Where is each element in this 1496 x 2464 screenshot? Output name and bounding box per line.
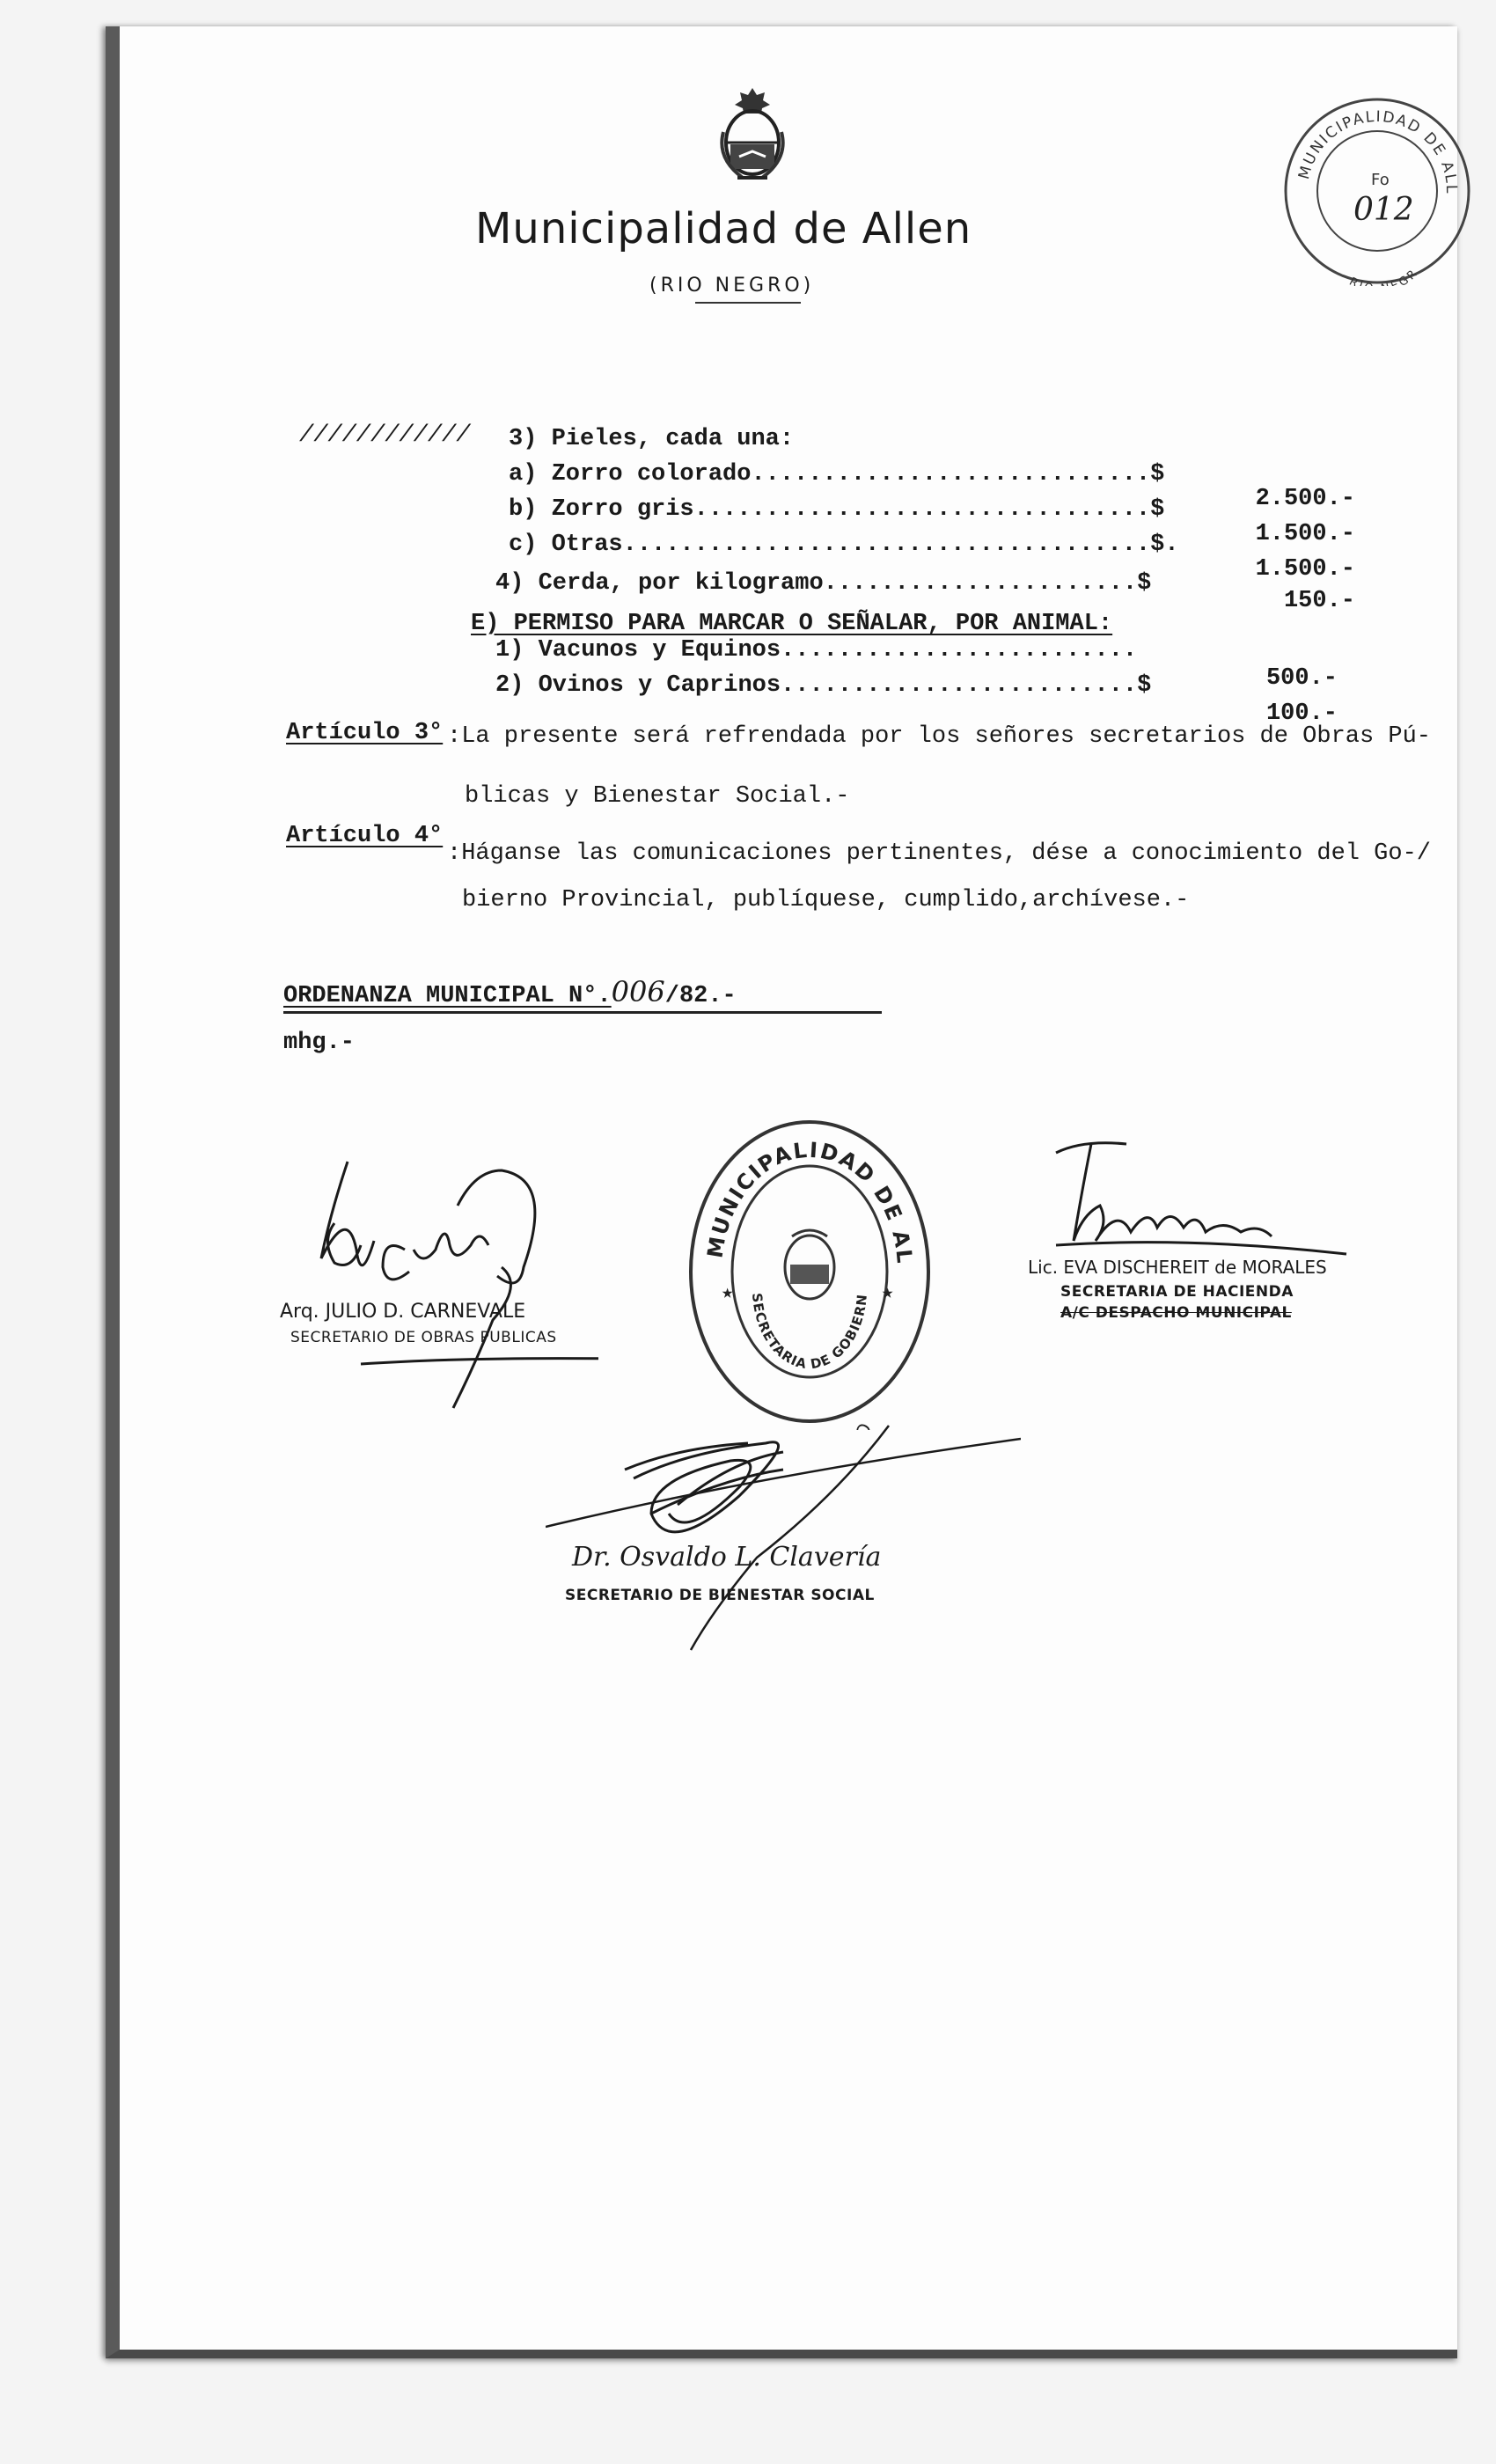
tariff-line: c) Otras.....................................$. bbox=[509, 532, 1179, 558]
tariff-line: b) Zorro gris................................$ bbox=[509, 496, 1165, 523]
tariff-amount: 500.- bbox=[1265, 665, 1338, 692]
tariff-amount: 2.500.- bbox=[1255, 486, 1355, 512]
tariff-amount: 150.- bbox=[1283, 588, 1355, 614]
article-text: :Háganse las comunicaciones pertinentes, dése a conocimiento del Go-/ bbox=[447, 840, 1431, 867]
ordinance-rule bbox=[283, 1011, 882, 1014]
folio-ring-text: MUNICIPALIDAD DE ALL bbox=[1295, 107, 1461, 195]
official-seal bbox=[686, 1113, 933, 1430]
ordinance-label: ORDENANZA MUNICIPAL N°. bbox=[283, 983, 612, 1009]
signatory-role: SECRETARIO DE BIENESTAR SOCIAL bbox=[565, 1587, 875, 1604]
signatory-name: Dr. Osvaldo L. Clavería bbox=[572, 1542, 882, 1573]
tariff-line: a) Zorro colorado............................$ bbox=[509, 461, 1165, 488]
article-text: :La presente será refrendada por los señores secretarios de Obras Pú- bbox=[447, 723, 1431, 750]
article-text: blicas y Bienestar Social.- bbox=[465, 783, 850, 810]
folio-label: Fo bbox=[1371, 171, 1390, 189]
seal-region: O bbox=[850, 1414, 879, 1430]
ordinance-year: /82.- bbox=[664, 983, 737, 1009]
coat-of-arms-emblem bbox=[713, 79, 792, 189]
tariff-amount: 100.- bbox=[1265, 700, 1338, 727]
star-icon: ★ bbox=[882, 1282, 894, 1304]
section-heading: E) PERMISO PARA MARCAR O SEÑALAR, POR ANIMAL: bbox=[471, 611, 1113, 637]
tariff-line: 1) Vacunos y Equinos......................... bbox=[495, 637, 1138, 664]
article-label: Artículo 3° bbox=[286, 720, 444, 746]
signature-claveria-graphic bbox=[546, 1408, 1021, 1654]
signatory-role: SECRETARIO DE OBRAS PUBLICAS bbox=[290, 1329, 557, 1346]
fill-marks: //////////// bbox=[299, 422, 471, 449]
province-subtitle: (RIO NEGRO) bbox=[649, 275, 815, 297]
star-icon: ★ bbox=[722, 1282, 734, 1304]
municipality-title: Municipalidad de Allen bbox=[475, 204, 972, 253]
svg-text:MUNICIPALIDAD DE ALLEN bbox=[686, 1113, 917, 1265]
folio-region: R EGR bbox=[1346, 266, 1422, 286]
seal-inner-text: SECRETARIA DE GOBIERN bbox=[748, 1292, 871, 1373]
signatory-name: Lic. EVA DISCHEREIT de MORALES bbox=[1028, 1257, 1327, 1278]
folio-stamp-graphic bbox=[1283, 97, 1472, 286]
signatory-role: A/C DESPACHO MUNICIPAL bbox=[1060, 1304, 1292, 1322]
tariff-line: 2) Ovinos y Caprinos.........................$ bbox=[495, 672, 1152, 699]
tariff-amount: 1.500.- bbox=[1255, 556, 1355, 583]
official-seal-graphic bbox=[686, 1113, 933, 1430]
typist-initials: mhg.- bbox=[283, 1030, 356, 1056]
ordinance-number: 006 bbox=[611, 975, 665, 1008]
article-text: bierno Provincial, publíquese, cumplido,archívese.- bbox=[462, 887, 1190, 913]
tariff-line: 3) Pieles, cada una: bbox=[509, 426, 795, 452]
seal-outer-text: MUNICIPALIDAD DE AL bbox=[702, 1137, 917, 1266]
tariff-amount: 1.500.- bbox=[1255, 521, 1355, 547]
signatory-role: SECRETARIA DE HACIENDA bbox=[1060, 1283, 1294, 1301]
folio-stamp bbox=[1283, 97, 1472, 286]
signatory-name: Arq. JULIO D. CARNEVALE bbox=[280, 1301, 526, 1323]
ordinance-line bbox=[283, 975, 882, 1014]
signature-morales-graphic bbox=[1038, 1126, 1355, 1276]
tariff-line: 4) Cerda, por kilogramo......................$ bbox=[495, 570, 1152, 597]
article-label: Artículo 4° bbox=[286, 823, 444, 849]
folio-number: 012 bbox=[1353, 192, 1414, 228]
subtitle-rule bbox=[695, 302, 801, 304]
signature-carnevale-graphic bbox=[299, 1153, 598, 1434]
